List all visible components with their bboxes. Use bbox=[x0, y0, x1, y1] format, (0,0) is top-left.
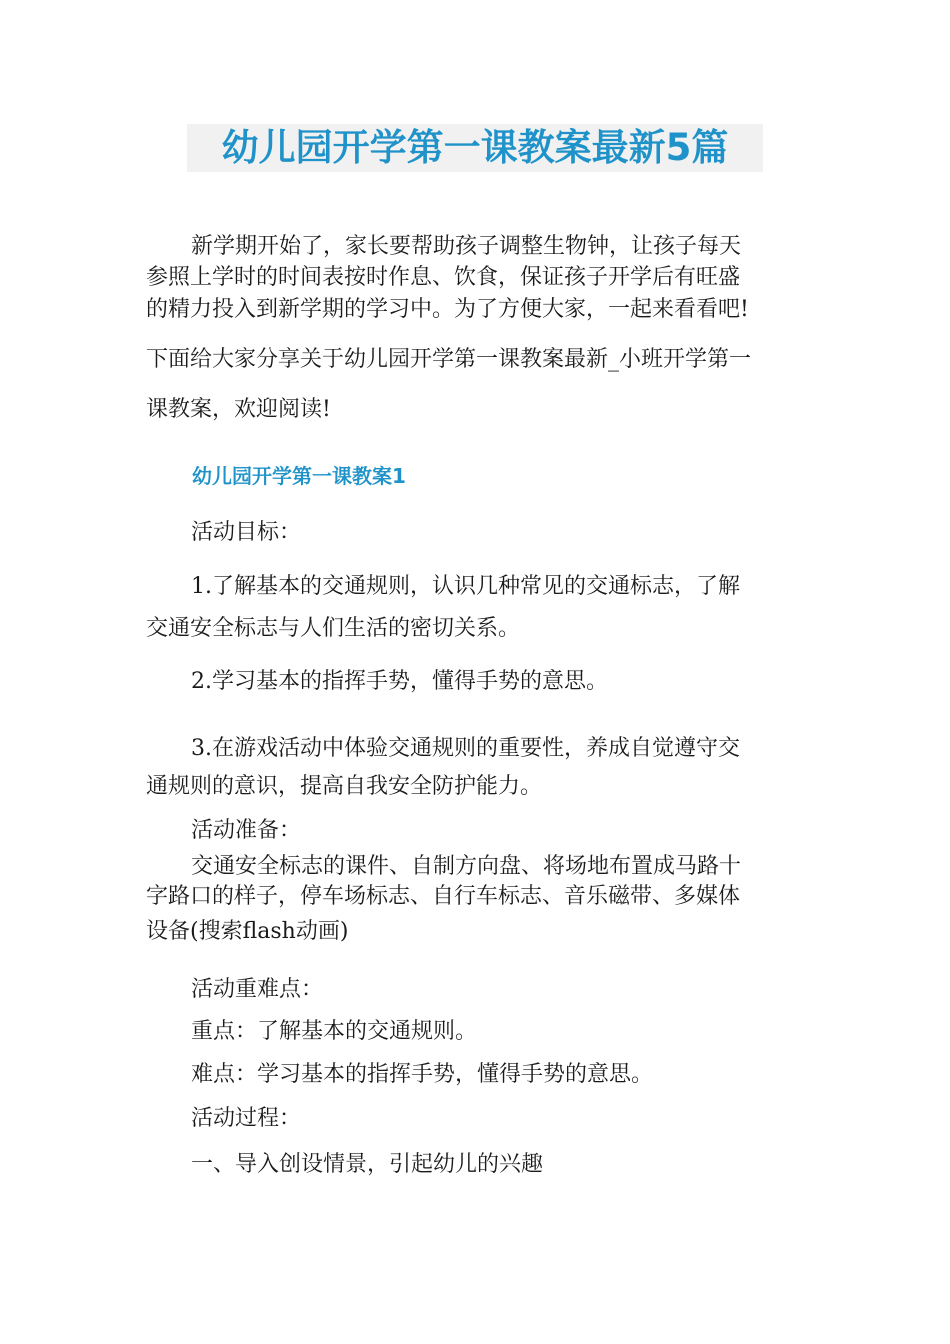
goal-3-line-1: 3.在游戏活动中体验交通规则的重要性，养成自觉遵守交 bbox=[191, 736, 740, 761]
goal-3-line-2: 通规则的意识，提高自我安全防护能力。 bbox=[146, 774, 543, 799]
prep-label: 活动准备： bbox=[191, 818, 302, 843]
difficult-point: 难点：学习基本的指挥手势，懂得手势的意思。 bbox=[191, 1062, 654, 1087]
goal-1-line-2: 交通安全标志与人们生活的密切关系。 bbox=[146, 616, 521, 641]
step-1: 一、导入创设情景，引起幼儿的兴趣 bbox=[191, 1152, 544, 1177]
keypoints-label: 活动重难点： bbox=[191, 977, 324, 1002]
goal-2: 2.学习基本的指挥手势，懂得手势的意思。 bbox=[191, 669, 608, 694]
key-point: 重点：了解基本的交通规则。 bbox=[191, 1019, 478, 1044]
goals-label: 活动目标： bbox=[191, 520, 302, 545]
intro-line-3: 的精力投入到新学期的学习中。为了方便大家，一起来看看吧! bbox=[146, 297, 749, 322]
prep-line-2: 字路口的样子，停车场标志、自行车标志、音乐磁带、多媒体 bbox=[146, 884, 741, 909]
section-heading: 幼儿园开学第一课教案1 bbox=[192, 464, 406, 488]
goal-1-line-1: 1.了解基本的交通规则，认识几种常见的交通标志，了解 bbox=[191, 574, 740, 599]
process-label: 活动过程： bbox=[191, 1106, 302, 1131]
document-title: 幼儿园开学第一课教案最新5篇 bbox=[187, 124, 763, 172]
intro-line-5: 课教案，欢迎阅读! bbox=[146, 397, 331, 422]
intro-line-1: 新学期开始了，家长要帮助孩子调整生物钟，让孩子每天 bbox=[191, 234, 742, 259]
intro-line-4: 下面给大家分享关于幼儿园开学第一课教案最新_小班开学第一 bbox=[146, 347, 752, 372]
intro-line-2: 参照上学时的时间表按时作息、饮食，保证孩子开学后有旺盛 bbox=[146, 265, 741, 290]
prep-line-1: 交通安全标志的课件、自制方向盘、将场地布置成马路十 bbox=[191, 854, 742, 879]
prep-line-3: 设备(搜索flash动画) bbox=[146, 919, 349, 944]
